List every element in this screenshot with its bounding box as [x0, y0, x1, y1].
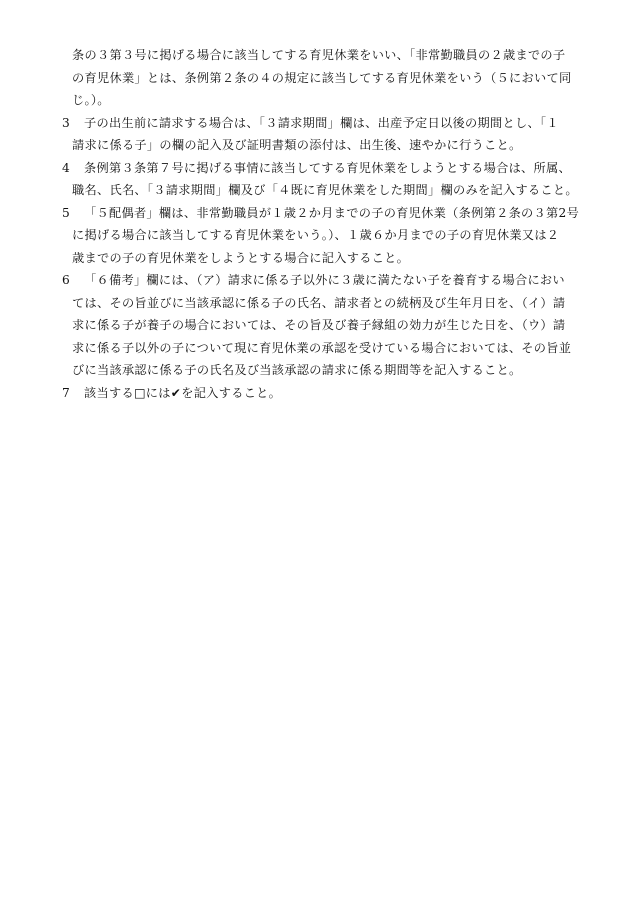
document-body — [62, 44, 592, 404]
note-item-3 — [62, 112, 592, 157]
text-line: 条例第３条第７号に掲げる事情に該当してする育児休業をしようとする場合は、所属、 — [84, 160, 572, 175]
item-number: 5 — [62, 205, 71, 220]
text-line: びに当該承認に係る子の氏名及び当該承認の請求に係る期間等を記入すること。 — [72, 363, 522, 377]
item-number: 4 — [62, 160, 71, 175]
text-line: 子の出生前に請求する場合は、「３請求期間」欄は、出産予定日以後の期間とし、「１ — [84, 115, 559, 130]
text-line: 請求に係る子」の欄の記入及び証明書類の添付は、出生後、速やかに行うこと。 — [72, 138, 522, 152]
text-line: じ。）。 — [72, 93, 110, 107]
text-line: に掲げる場合に該当してする育児休業をいう。）、１歳６か月までの子の育児休業又は２ — [72, 228, 560, 242]
text-line: 求に係る子が養子の場合においては、その旨及び養子縁組の効力が生じた日を、（ウ）請 — [72, 318, 566, 332]
text-line: 「６備考」欄には、（ア）請求に係る子以外に３歳に満たない子を養育する場合におい — [84, 273, 565, 287]
item-number: 6 — [62, 273, 71, 287]
item-number: 3 — [62, 115, 71, 130]
intro-paragraph — [62, 44, 592, 112]
text-line: 条の３第３号に掲げる場合に該当してする育児休業をいい、「非常勤職員の２歳までの子 — [72, 48, 566, 62]
note-item-4 — [62, 157, 592, 202]
note-item-7 — [62, 382, 592, 405]
item-number: 7 — [62, 385, 71, 400]
text-line: ては、その旨並びに当該承認に係る子の氏名、請求者との続柄及び生年月日を、（イ）請 — [72, 295, 566, 310]
text-line: 該当する□には✔を記入すること。 — [84, 385, 282, 400]
text-line: 「５配偶者」欄は、非常勤職員が１歳２か月までの子の育児休業（条例第２条の３第2号 — [84, 205, 580, 220]
text-line: 職名、氏名、「３請求期間」欄及び「４既に育児休業をした期間」欄のみを記入すること。 — [72, 183, 578, 197]
text-line: 歳までの子の育児休業をしようとする場合に記入すること。 — [72, 250, 410, 265]
note-item-5 — [62, 202, 592, 270]
text-line: の育児休業」とは、条例第２条の４の規定に該当してする育児休業をいう（５において同 — [72, 70, 572, 85]
note-item-6 — [62, 269, 592, 382]
text-line: 求に係る子以外の子について現に育児休業の承認を受けている場合においては、その旨並 — [72, 340, 572, 355]
